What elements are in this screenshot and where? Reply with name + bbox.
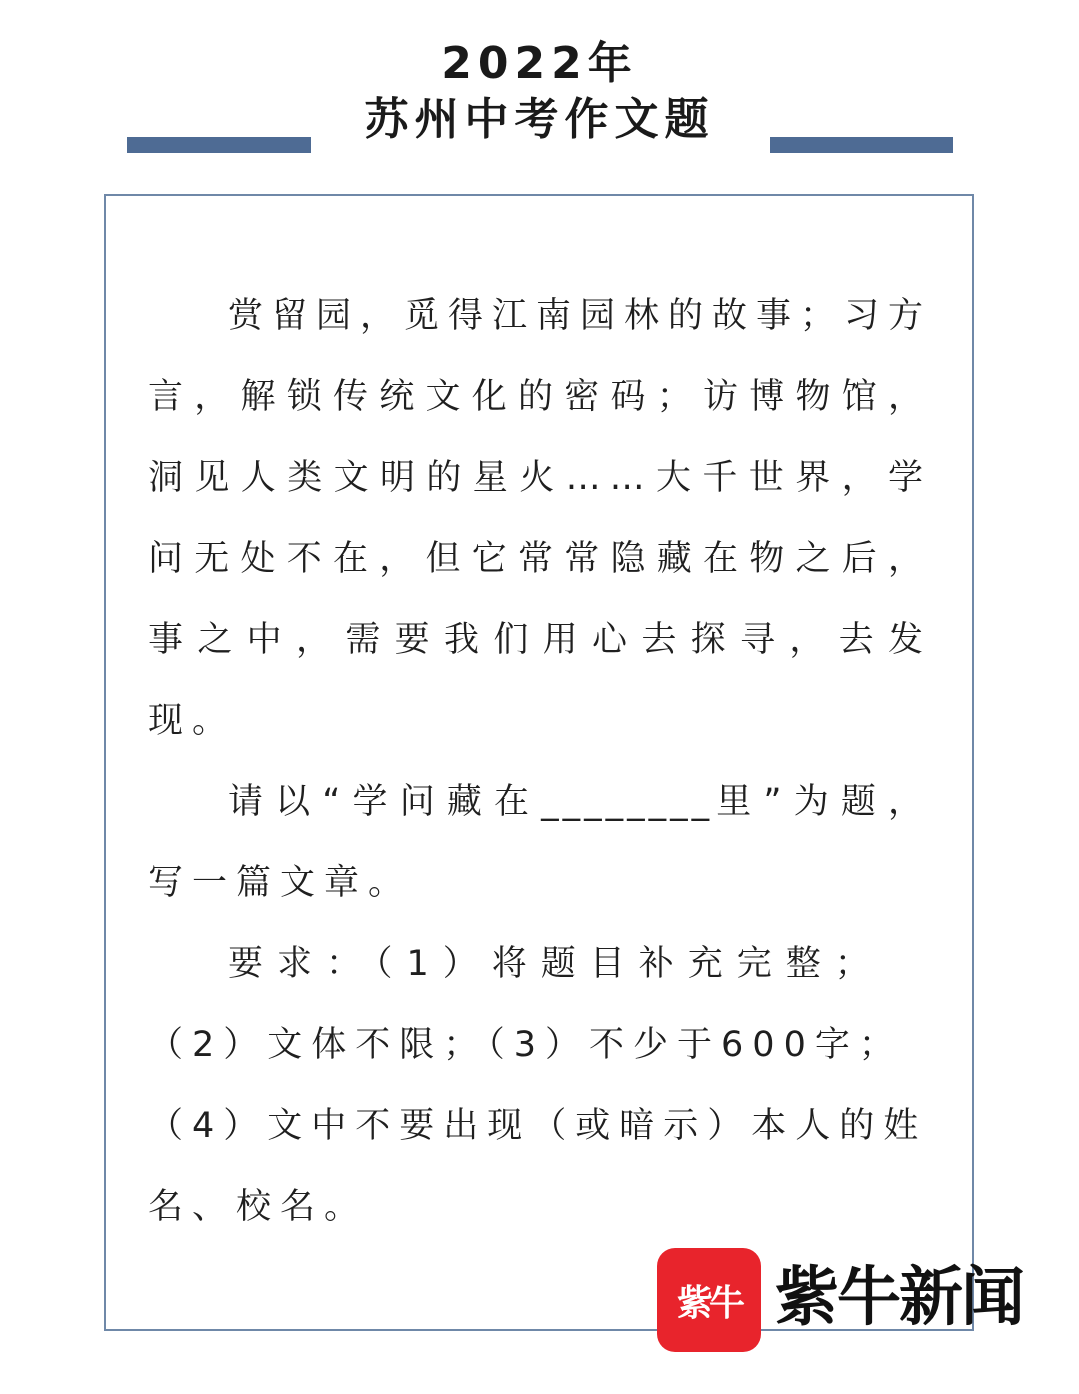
essay-prompt	[148, 276, 932, 1248]
prompt-paragraph: 赏留园，觅得江南园林的故事；习方言，解锁传统文化的密码；访博物馆，洞见人类文明的星火……大千世界，学问无处不在，但它常常隐藏在物之后，事之中，需要我们用心去探寻，去发现。	[148, 296, 933, 741]
page-title: 苏州中考作文题	[364, 94, 715, 145]
brand-logo-icon: 紫牛	[657, 1248, 761, 1352]
title-rule-right	[770, 137, 953, 153]
instruction-suffix: 里”为题，写一篇文章。	[148, 782, 932, 903]
brand-name: 紫牛新闻	[775, 1260, 1023, 1335]
requirement-line: （4）文中不要出现（或暗示）本人的姓	[148, 1106, 928, 1146]
requirement-line: 名、校名。	[148, 1187, 369, 1227]
title-blank: ________	[541, 782, 714, 822]
instruction-prefix: 请以“学问藏在	[228, 782, 542, 822]
title-rule-left	[127, 137, 311, 153]
requirement-line: 要求：（1）将题目补充完整；	[228, 944, 884, 984]
requirement-line: （2）文体不限；（3）不少于600字；	[148, 1025, 903, 1065]
instruction-paragraph	[148, 762, 932, 924]
header	[0, 36, 1079, 148]
title-year: 2022年	[441, 38, 638, 89]
